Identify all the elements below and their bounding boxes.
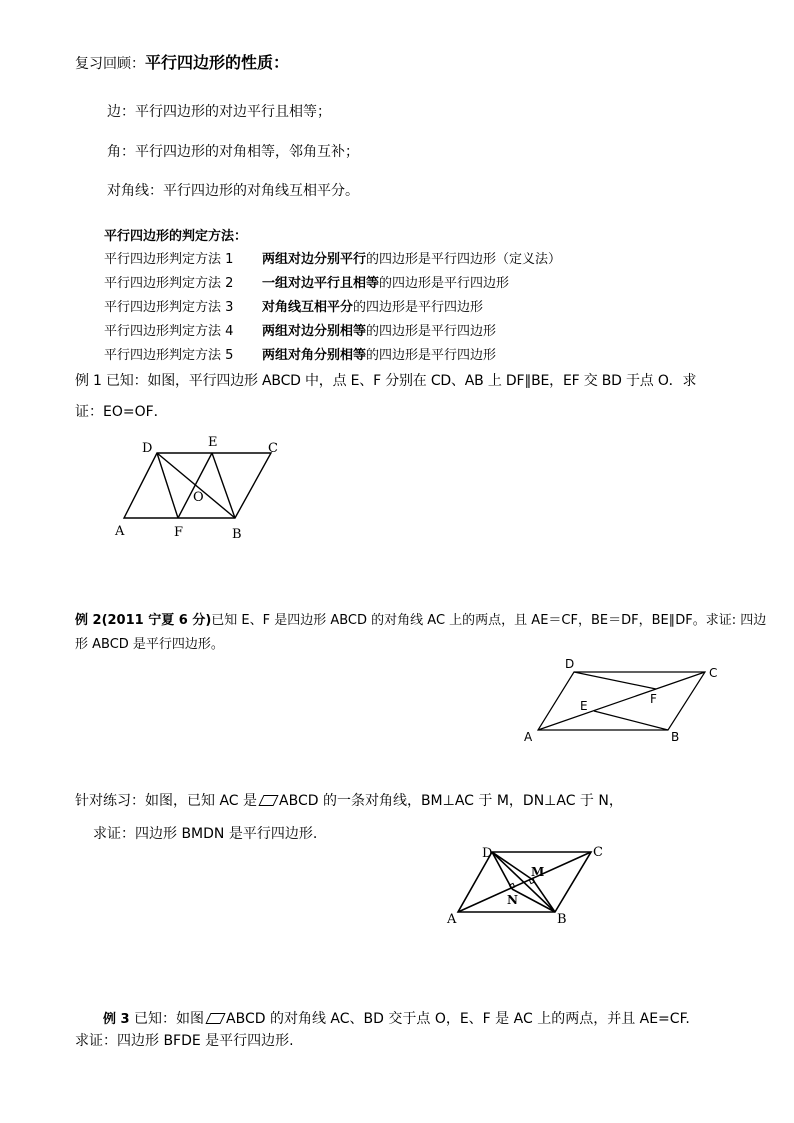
label-b: B	[232, 527, 242, 542]
segment-bm	[533, 880, 555, 912]
label-e: E	[580, 699, 588, 713]
criteria-item: 平行四边形判定方法 3 对角线互相平分的四边形是平行四边形	[104, 300, 484, 315]
label-o: O	[193, 490, 204, 505]
label-f: F	[174, 525, 184, 540]
label-a: A	[524, 730, 533, 744]
example2-tag: 例 2(2011 宁夏 6 分)	[75, 613, 212, 628]
label-a: A	[447, 912, 457, 927]
label-d: D	[142, 441, 153, 456]
example2-line2: 形 ABCD 是平行四边形。	[75, 637, 224, 652]
criteria-item: 平行四边形判定方法 4 两组对边分别相等的四边形是平行四边形	[104, 324, 497, 339]
example2-line1: 例 2(2011 宁夏 6 分)已知 E、F 是四边形 ABCD 的对角线 AC 上的两点，且 AE＝CF，BE＝DF，BE∥DF。求证: 四边	[75, 613, 767, 628]
label-c: C	[593, 845, 603, 860]
review-prefix: 复习回顾：	[75, 56, 145, 72]
diagonal-bd	[492, 852, 555, 912]
example1-line2: 证：EO=OF．	[75, 404, 168, 420]
example3-tag: 例 3	[103, 1012, 130, 1027]
example3-line2: 求证：四边形 BFDE 是平行四边形.	[75, 1033, 294, 1049]
criteria-item: 平行四边形判定方法 1 两组对边分别平行的四边形是平行四边形（定义法）	[104, 252, 562, 267]
label-c: C	[268, 441, 278, 456]
property-angle: 角：平行四边形的对角相等，邻角互补；	[107, 144, 359, 160]
segment-dn	[492, 852, 512, 889]
example3-line1: 例 3 已知：如图 ABCD 的对角线 AC、BD 交于点 O，E、F 是 AC 上的两点，并且 AE=CF.	[103, 1011, 690, 1027]
example1-line1: 例 1 已知：如图，平行四边形 ABCD 中，点 E、F 分别在 CD、AB 上 DF∥BE，EF 交 BD 于点 O．求	[75, 373, 697, 389]
right-angle-mark-n	[509, 883, 514, 888]
label-e: E	[208, 435, 218, 450]
label-b: B	[671, 730, 680, 744]
label-d: D	[565, 657, 575, 671]
criteria-item: 平行四边形判定方法 2 一组对边平行且相等的四边形是平行四边形	[104, 276, 510, 291]
practice-line2: 求证：四边形 BMDN 是平行四边形.	[93, 826, 318, 842]
review-title: 平行四边形的性质：	[145, 53, 290, 72]
property-side: 边：平行四边形的对边平行且相等；	[107, 104, 331, 120]
practice-line1: 针对练习：如图，已知 AC 是 ABCD 的一条对角线，BM⊥AC 于 M，DN⊥AC 于 N，	[75, 793, 623, 809]
label-d: D	[482, 846, 493, 861]
label-a: A	[115, 524, 125, 539]
criteria-title: 平行四边形的判定方法：	[104, 229, 248, 244]
right-angle-mark-m	[529, 878, 534, 883]
parallelogram-symbol-icon	[205, 1013, 225, 1024]
label-m: M	[531, 865, 545, 879]
label-c: C	[709, 666, 718, 680]
segment-dm	[492, 852, 533, 880]
label-b: B	[557, 912, 567, 927]
property-diagonal: 对角线：平行四边形的对角线互相平分。	[107, 183, 359, 199]
criteria-item: 平行四边形判定方法 5 两组对角分别相等的四边形是平行四边形	[104, 348, 497, 363]
label-f: F	[650, 692, 657, 706]
label-n: N	[507, 893, 518, 907]
